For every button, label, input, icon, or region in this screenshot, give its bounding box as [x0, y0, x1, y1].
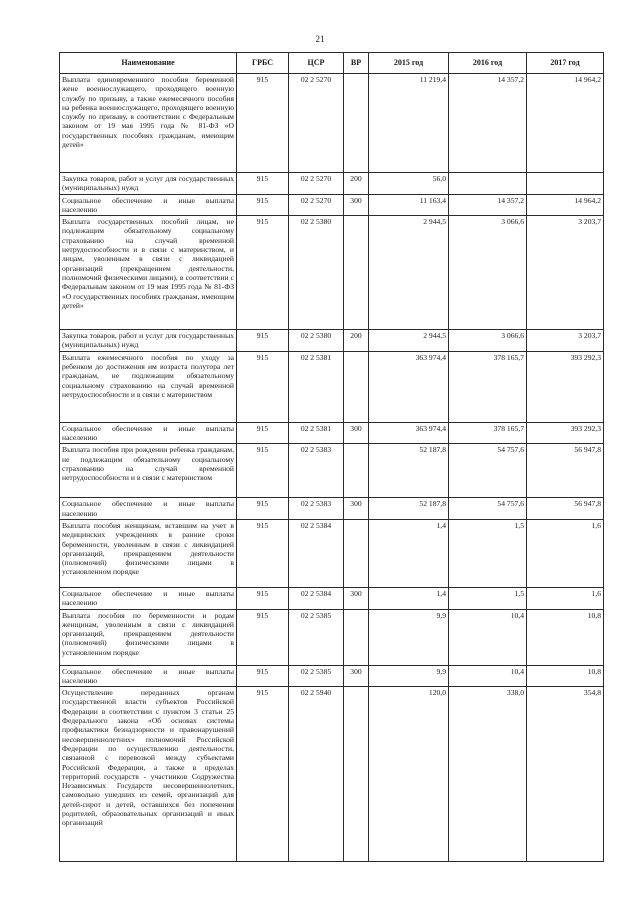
- table-row: [60, 665, 604, 687]
- table-row: [60, 216, 604, 330]
- column-header-grbs: ГРБС: [237, 53, 289, 74]
- row-csr-cell: 02 2 5385: [289, 665, 344, 687]
- row-2015-cell: 363 974,4: [369, 351, 449, 422]
- row-vr-cell: [344, 216, 369, 330]
- row-name-cell: Социальное обеспечение и иные выплаты населению: [60, 665, 237, 687]
- column-header-2016: 2016 год: [449, 53, 527, 74]
- column-header-2015: 2015 год: [369, 53, 449, 74]
- row-vr-cell: 300: [344, 587, 369, 609]
- row-2015-cell: 2 944,5: [369, 216, 449, 330]
- table-body: [60, 74, 604, 862]
- row-2015-cell: 9,9: [369, 609, 449, 665]
- row-2015-cell: 11 219,4: [369, 74, 449, 173]
- row-name-cell: Выплата пособия по беременности и родам женщинам, уволенным в связи с ликвидацией организаций, прекращением деятельности (полномочий) физическими лицами в установленном порядке: [60, 609, 237, 665]
- row-csr-cell: 02 2 5383: [289, 444, 344, 498]
- row-2016-cell: 3 066,6: [449, 216, 527, 330]
- row-name-cell: Социальное обеспечение и иные выплаты населению: [60, 194, 237, 216]
- row-2016-cell: 10,4: [449, 665, 527, 687]
- row-2015-cell: 363 974,4: [369, 422, 449, 444]
- row-2017-cell: 56 947,8: [527, 498, 604, 520]
- row-csr-cell: 02 2 5940: [289, 687, 344, 862]
- row-csr-cell: 02 2 5383: [289, 498, 344, 520]
- row-name-cell: Социальное обеспечение и иные выплаты населению: [60, 422, 237, 444]
- table-row: [60, 194, 604, 216]
- row-2017-cell: 10,8: [527, 665, 604, 687]
- row-grbs-cell: 915: [237, 330, 289, 352]
- column-header-name: Наименование: [60, 53, 237, 74]
- row-name-cell: Закупка товаров, работ и услуг для государственных (муниципальных) нужд: [60, 330, 237, 352]
- row-2016-cell: 338,0: [449, 687, 527, 862]
- row-2016-cell: 1,5: [449, 519, 527, 587]
- table-row: [60, 351, 604, 422]
- row-2015-cell: 11 163,4: [369, 194, 449, 216]
- row-2017-cell: 393 292,3: [527, 351, 604, 422]
- row-name-cell: Выплата пособия при рождении ребенка гражданам, не подлежащим обязательному социальному страхованию на случай временной нетрудоспособности и в связи с материнством: [60, 444, 237, 498]
- row-2017-cell: 1,6: [527, 587, 604, 609]
- row-vr-cell: 300: [344, 422, 369, 444]
- row-grbs-cell: 915: [237, 74, 289, 173]
- row-2016-cell: 54 757,6: [449, 498, 527, 520]
- table-row: [60, 330, 604, 352]
- row-2016-cell: [449, 173, 527, 195]
- row-grbs-cell: 915: [237, 519, 289, 587]
- row-2015-cell: 56,0: [369, 173, 449, 195]
- row-name-cell: Осуществление переданных органам государственной власти субъектов Российской Федерации в соответствии с пунктом 3 статьи 25 Федерального закона «Об основах системы профилактики безнадзорности и правонарушений несовершеннолетних» полномочий Российской Федерации по осуществлению деятельности, связанной с перевозкой между субъектами Российской Федерации, а также в пределах территорий государств - участников Содружества Независимых Государств несовершеннолетних, самовольно ушедших из семей, организаций для детей-сирот и детей, оставшихся без попечения родителей, образовательных организаций и иных организаций: [60, 687, 237, 862]
- table-row: [60, 74, 604, 173]
- row-vr-cell: [344, 609, 369, 665]
- row-name-cell: Выплата пособия женщинам, вставшим на учет в медицинских учреждениях в ранние сроки беременности, уволенным в связи с ликвидацией организаций, прекращением деятельности (полномочий) физическими лицами в установленном порядке: [60, 519, 237, 587]
- table-row: [60, 687, 604, 862]
- table-row: [60, 519, 604, 587]
- row-csr-cell: 02 2 5381: [289, 422, 344, 444]
- row-csr-cell: 02 2 5380: [289, 330, 344, 352]
- row-2015-cell: 120,0: [369, 687, 449, 862]
- row-2015-cell: 9,9: [369, 665, 449, 687]
- row-2017-cell: 3 203,7: [527, 330, 604, 352]
- row-name-cell: Выплата ежемесячного пособия по уходу за ребенком до достижения им возраста полутора лет гражданам, не подлежащим обязательному социальному страхованию на случай временной нетрудоспособности и в связи с материнством: [60, 351, 237, 422]
- row-2017-cell: 3 203,7: [527, 216, 604, 330]
- row-2017-cell: 14 964,2: [527, 194, 604, 216]
- row-name-cell: Выплата государственных пособий лицам, не подлежащим обязательному социальному страхованию на случай временной нетрудоспособности и в связи с материнством, и лицам, уволенным в связи с ликвидацией организаций (прекращением деятельности, полномочий физическими лицами), в соответствии с Федеральным законом от 19 мая 1995 года № 81-ФЗ «О государственных пособиях гражданам, имеющим детей»: [60, 216, 237, 330]
- row-2016-cell: 14 357,2: [449, 74, 527, 173]
- row-vr-cell: [344, 444, 369, 498]
- row-grbs-cell: 915: [237, 422, 289, 444]
- table-row: [60, 173, 604, 195]
- page-number: 21: [315, 34, 325, 44]
- row-2016-cell: 378 165,7: [449, 351, 527, 422]
- row-csr-cell: 02 2 5270: [289, 194, 344, 216]
- row-2016-cell: 14 357,2: [449, 194, 527, 216]
- row-vr-cell: [344, 687, 369, 862]
- row-vr-cell: 200: [344, 330, 369, 352]
- row-name-cell: Социальное обеспечение и иные выплаты населению: [60, 498, 237, 520]
- row-2015-cell: 2 944,5: [369, 330, 449, 352]
- row-csr-cell: 02 2 5270: [289, 74, 344, 173]
- row-2015-cell: 52 187,8: [369, 444, 449, 498]
- row-2016-cell: 10,4: [449, 609, 527, 665]
- row-name-cell: Выплата единовременного пособия беременной жене военнослужащего, проходящего военную службу по призыву, а также ежемесячного пособия на ребенка военнослужащего, проходящего военную службу по призыву, в соответствии с Федеральным законом от 19 мая 1995 года № 81-ФЗ «О государственных пособиях гражданам, имеющим детей»: [60, 74, 237, 173]
- table-header-row: [60, 53, 604, 74]
- row-grbs-cell: 915: [237, 665, 289, 687]
- column-header-csr: ЦСР: [289, 53, 344, 74]
- row-grbs-cell: 915: [237, 587, 289, 609]
- row-2017-cell: 56 947,8: [527, 444, 604, 498]
- row-2017-cell: [527, 173, 604, 195]
- budget-table: [59, 52, 604, 862]
- row-vr-cell: 300: [344, 498, 369, 520]
- row-grbs-cell: 915: [237, 216, 289, 330]
- row-2016-cell: 3 066,6: [449, 330, 527, 352]
- row-csr-cell: 02 2 5384: [289, 519, 344, 587]
- row-name-cell: Социальное обеспечение и иные выплаты населению: [60, 587, 237, 609]
- row-grbs-cell: 915: [237, 609, 289, 665]
- row-2017-cell: 14 964,2: [527, 74, 604, 173]
- row-csr-cell: 02 2 5385: [289, 609, 344, 665]
- table-row: [60, 609, 604, 665]
- row-csr-cell: 02 2 5384: [289, 587, 344, 609]
- row-grbs-cell: 915: [237, 173, 289, 195]
- column-header-2017: 2017 год: [527, 53, 604, 74]
- row-vr-cell: [344, 74, 369, 173]
- row-name-cell: Закупка товаров, работ и услуг для государственных (муниципальных) нужд: [60, 173, 237, 195]
- row-vr-cell: [344, 519, 369, 587]
- table-row: [60, 587, 604, 609]
- row-csr-cell: 02 2 5381: [289, 351, 344, 422]
- row-csr-cell: 02 2 5380: [289, 216, 344, 330]
- row-vr-cell: 200: [344, 173, 369, 195]
- row-grbs-cell: 915: [237, 194, 289, 216]
- row-2015-cell: 1,4: [369, 587, 449, 609]
- row-2017-cell: 1,6: [527, 519, 604, 587]
- row-grbs-cell: 915: [237, 687, 289, 862]
- row-grbs-cell: 915: [237, 444, 289, 498]
- row-grbs-cell: 915: [237, 498, 289, 520]
- row-vr-cell: 300: [344, 194, 369, 216]
- column-header-vr: ВР: [344, 53, 369, 74]
- row-2017-cell: 393 292,3: [527, 422, 604, 444]
- row-2017-cell: 10,8: [527, 609, 604, 665]
- row-vr-cell: [344, 351, 369, 422]
- row-csr-cell: 02 2 5270: [289, 173, 344, 195]
- row-grbs-cell: 915: [237, 351, 289, 422]
- row-2015-cell: 52 187,8: [369, 498, 449, 520]
- row-2017-cell: 354,8: [527, 687, 604, 862]
- row-2016-cell: 378 165,7: [449, 422, 527, 444]
- table-row: [60, 422, 604, 444]
- table-row: [60, 498, 604, 520]
- row-2015-cell: 1,4: [369, 519, 449, 587]
- table-row: [60, 444, 604, 498]
- row-2016-cell: 54 757,6: [449, 444, 527, 498]
- row-2016-cell: 1,5: [449, 587, 527, 609]
- row-vr-cell: 300: [344, 665, 369, 687]
